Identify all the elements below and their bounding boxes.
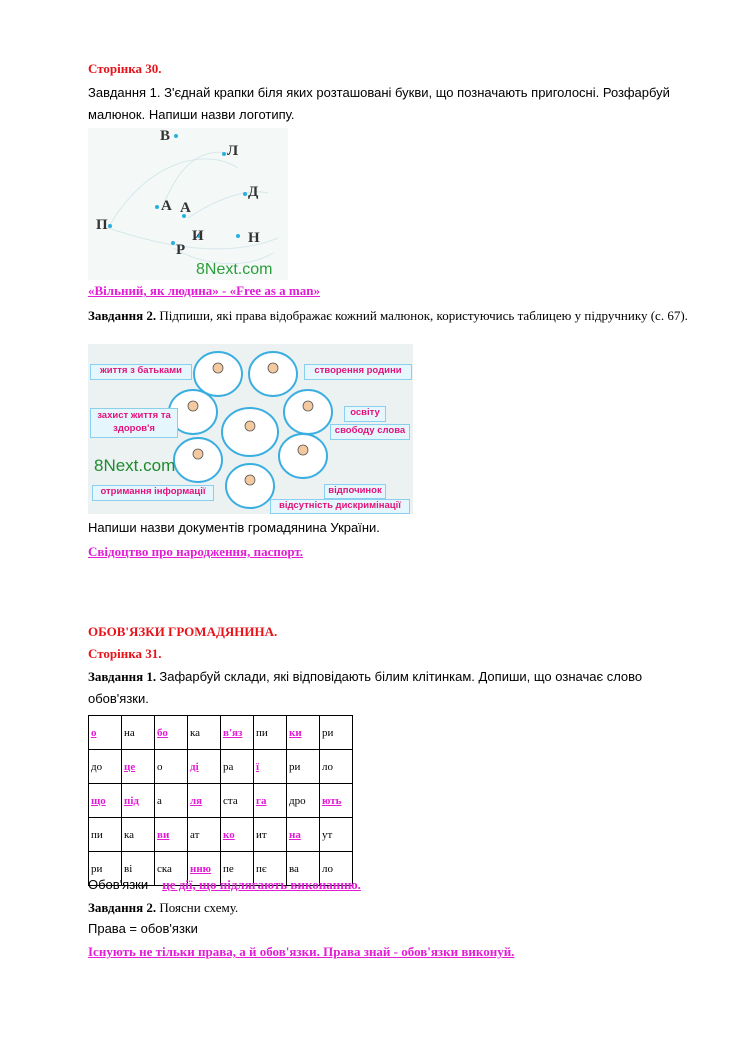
task1-2-text: Зафарбуй склади, які відповідають білим клітинкам. Допиши, що означає слово обов'язки. bbox=[88, 669, 643, 706]
letter-y: И bbox=[192, 228, 204, 244]
task2-label: Завдання 2. bbox=[88, 308, 157, 323]
grid-cell: пє bbox=[254, 852, 287, 886]
grid-cell: о bbox=[155, 750, 188, 784]
right-label-8: відсутність дискримінації bbox=[270, 499, 410, 514]
task2-2-line bbox=[88, 900, 238, 916]
grid-cell: ри bbox=[89, 852, 122, 886]
page-label-31: Сторінка 31. bbox=[88, 646, 162, 661]
task1-2-label: Завдання 1. bbox=[88, 669, 157, 684]
watermark-2: 8Next.com bbox=[94, 456, 176, 475]
grid-cell: ут bbox=[320, 818, 353, 852]
right-label-6: отримання інформації bbox=[92, 485, 214, 501]
grid-cell: під bbox=[122, 784, 155, 818]
page-label-30: Сторінка 30. bbox=[88, 61, 162, 76]
section-heading: ОБОВ'ЯЗКИ ГРОМАДЯНИНА. bbox=[88, 624, 278, 639]
task2-2-label: Завдання 2. bbox=[88, 900, 157, 915]
logo-answer: «Вільний, як людина» - «Free as a man» bbox=[88, 283, 320, 298]
grid-cell: ді bbox=[188, 750, 221, 784]
dot-figure bbox=[88, 128, 288, 280]
grid-cell: пи bbox=[89, 818, 122, 852]
task2-2-text: Поясни схему. bbox=[159, 900, 239, 915]
definition-answer: це дії, що підлягають виконанню. bbox=[162, 877, 361, 892]
grid-row bbox=[89, 818, 353, 852]
definition-line bbox=[88, 877, 361, 893]
grid-cell: ло bbox=[320, 852, 353, 886]
grid-cell: ра bbox=[221, 750, 254, 784]
grid-cell: до bbox=[89, 750, 122, 784]
grid-cell: пи bbox=[254, 716, 287, 750]
grid-cell: на bbox=[122, 716, 155, 750]
docs-prompt: Напиши назви документів громадянина України. bbox=[88, 520, 380, 535]
letter-l: Л bbox=[227, 143, 239, 159]
grid-cell: що bbox=[89, 784, 122, 818]
grid-row bbox=[89, 784, 353, 818]
grid-cell: ат bbox=[188, 818, 221, 852]
grid-cell: нню bbox=[188, 852, 221, 886]
grid-cell: бо bbox=[155, 716, 188, 750]
grid-cell: ит bbox=[254, 818, 287, 852]
watermark-1: 8Next.com bbox=[196, 261, 273, 278]
right-label-1: життя з батьками bbox=[90, 364, 192, 380]
grid-cell: ка bbox=[122, 818, 155, 852]
grid-cell: ві bbox=[122, 852, 155, 886]
grid-cell: ста bbox=[221, 784, 254, 818]
grid-cell: ва bbox=[287, 852, 320, 886]
grid-cell: ска bbox=[155, 852, 188, 886]
grid-cell: ка bbox=[188, 716, 221, 750]
letter-n: Н bbox=[248, 230, 260, 246]
grid-cell: ють bbox=[320, 784, 353, 818]
syllable-grid bbox=[88, 715, 353, 886]
definition-prefix: Обов'язки – bbox=[88, 877, 159, 892]
grid-cell: пе bbox=[221, 852, 254, 886]
right-label-3: захист життя та здоров'я bbox=[90, 408, 178, 438]
letter-r: Р bbox=[176, 242, 186, 258]
grid-cell: дро bbox=[287, 784, 320, 818]
letter-v: В bbox=[160, 128, 171, 144]
grid-cell: ки bbox=[287, 716, 320, 750]
letter-d: Д bbox=[248, 184, 259, 200]
grid-cell: ри bbox=[287, 750, 320, 784]
grid-row bbox=[89, 750, 353, 784]
task1-text: Завдання 1. З'єднай крапки біля яких розташовані букви, що позначають приголосні. Розфарбуй малюнок. Напиши назви логотипу. bbox=[88, 85, 670, 122]
grid-cell: це bbox=[122, 750, 155, 784]
final-answer: Існують не тільки права, а й обов'язки. Права знай - обов'язки виконуй. bbox=[88, 944, 515, 959]
grid-cell: га bbox=[254, 784, 287, 818]
equation: Права = обов'язки bbox=[88, 921, 198, 936]
letter-p: П bbox=[96, 217, 108, 233]
grid-cell: ко bbox=[221, 818, 254, 852]
grid-cell: ло bbox=[320, 750, 353, 784]
grid-cell: а bbox=[155, 784, 188, 818]
right-label-5: свободу слова bbox=[330, 424, 410, 440]
docs-answer: Свідоцтво про народження, паспорт. bbox=[88, 544, 304, 559]
grid-cell: о bbox=[89, 716, 122, 750]
right-label-2: створення родини bbox=[304, 364, 412, 380]
task1-2-line bbox=[88, 666, 688, 710]
task2-text: Підпиши, які права відображає кожний малюнок, користуючись таблицею у підручнику (с. 67). bbox=[159, 308, 688, 323]
grid-cell: ля bbox=[188, 784, 221, 818]
grid-cell: ї bbox=[254, 750, 287, 784]
right-label-4: освіту bbox=[344, 406, 386, 422]
grid-cell: на bbox=[287, 818, 320, 852]
rights-figure bbox=[88, 344, 413, 514]
task2-line bbox=[88, 305, 688, 326]
letter-a2: А bbox=[180, 200, 191, 216]
right-label-7: відпочинок bbox=[324, 484, 386, 499]
grid-cell: ви bbox=[155, 818, 188, 852]
letter-a1: А bbox=[161, 198, 172, 214]
grid-row bbox=[89, 716, 353, 750]
grid-cell: ри bbox=[320, 716, 353, 750]
grid-cell: в'яз bbox=[221, 716, 254, 750]
